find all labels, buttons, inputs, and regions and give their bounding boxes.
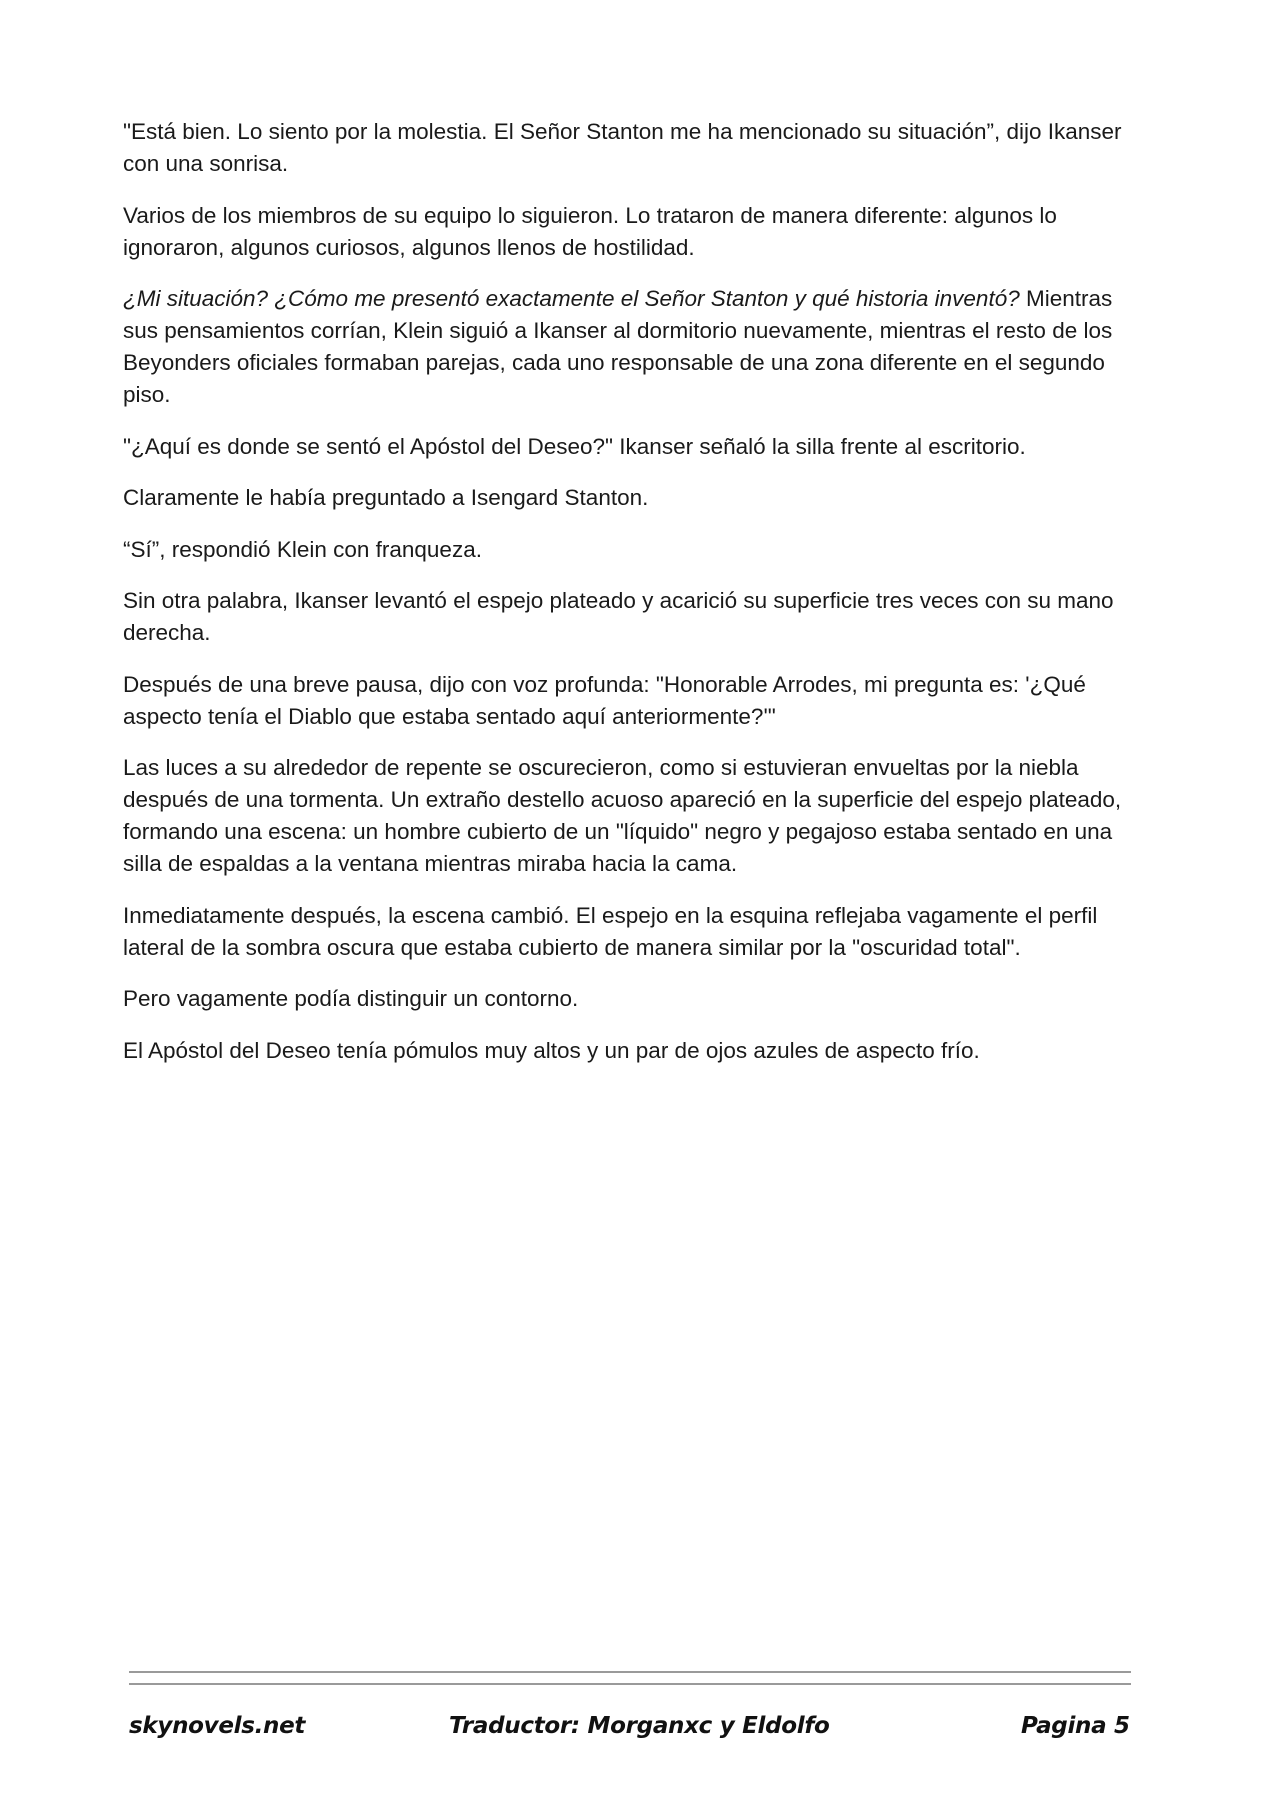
footer-divider — [129, 1671, 1131, 1673]
paragraph — [123, 900, 1143, 964]
paragraph — [123, 200, 1143, 264]
paragraph — [123, 752, 1143, 880]
paragraph-text: Mientras sus pensamientos corrían, Klein siguió a Ikanser al dormitorio nuevamente, mientras el resto de los Beyonders oficiales formaban parejas, cada uno responsable de una zona diferente en el segundo piso. — [123, 286, 1113, 407]
paragraph-text: "Está bien. Lo siento por la molestia. El Señor Stanton me ha mencionado su situación”, dijo Ikanser con una sonrisa. — [123, 119, 1122, 176]
paragraph — [123, 1035, 1143, 1067]
paragraph-text: Pero vagamente podía distinguir un contorno. — [123, 986, 579, 1011]
paragraph — [123, 669, 1143, 733]
footer-divider — [129, 1683, 1131, 1685]
paragraph-text: "¿Aquí es donde se sentó el Apóstol del Deseo?" Ikanser señaló la silla frente al escritorio. — [123, 433, 1026, 459]
paragraph-text: Claramente le había preguntado a Isengard Stanton. — [123, 485, 649, 510]
paragraph-text: “Sí”, respondió Klein con franqueza. — [123, 536, 482, 562]
paragraph — [123, 482, 1143, 514]
paragraph — [123, 431, 1143, 463]
paragraph-text: Inmediatamente después, la escena cambió. El espejo en la esquina reflejaba vagamente el perfil lateral de la sombra oscura que estaba cubierto de manera similar por la "oscuridad total". — [123, 902, 1098, 960]
footer-site-name: skynovels.net — [129, 1713, 306, 1739]
paragraph — [123, 116, 1143, 180]
paragraph-text: Sin otra palabra, Ikanser levantó el espejo plateado y acarició su superficie tres veces con su mano derecha. — [123, 588, 1114, 645]
paragraph — [123, 983, 1143, 1015]
paragraph — [123, 534, 1143, 566]
paragraph-text: El Apóstol del Deseo tenía pómulos muy altos y un par de ojos azules de aspecto frío. — [123, 1037, 980, 1063]
paragraph-italic-text: ¿Mi situación? ¿Cómo me presentó exactamente el Señor Stanton y qué historia inventó? — [123, 286, 1020, 311]
paragraph — [123, 585, 1143, 649]
paragraph-text: Varios de los miembros de su equipo lo siguieron. Lo trataron de manera diferente: algunos lo ignoraron, algunos curiosos, algunos llenos de hostilidad. — [123, 202, 1057, 260]
paragraph — [123, 283, 1143, 411]
footer-page-number: Pagina 5 — [1021, 1713, 1130, 1739]
document-body — [123, 116, 1143, 1086]
footer-translator: Traductor: Morganxc y Eldolfo — [449, 1713, 830, 1739]
paragraph-text: Las luces a su alrededor de repente se oscurecieron, como si estuvieran envueltas por la niebla después de una tormenta. Un extraño destello acuoso apareció en la superficie del espejo plateado, formando una escena: un hombre cubierto de un "líquido" negro y pegajoso estaba sentado en una silla de espaldas a la ventana mientras miraba hacia la cama. — [123, 755, 1122, 876]
paragraph-text: Después de una breve pausa, dijo con voz profunda: "Honorable Arrodes, mi pregunta es: '¿Qué aspecto tenía el Diablo que estaba sentado aquí anteriormente?'" — [123, 671, 1086, 729]
